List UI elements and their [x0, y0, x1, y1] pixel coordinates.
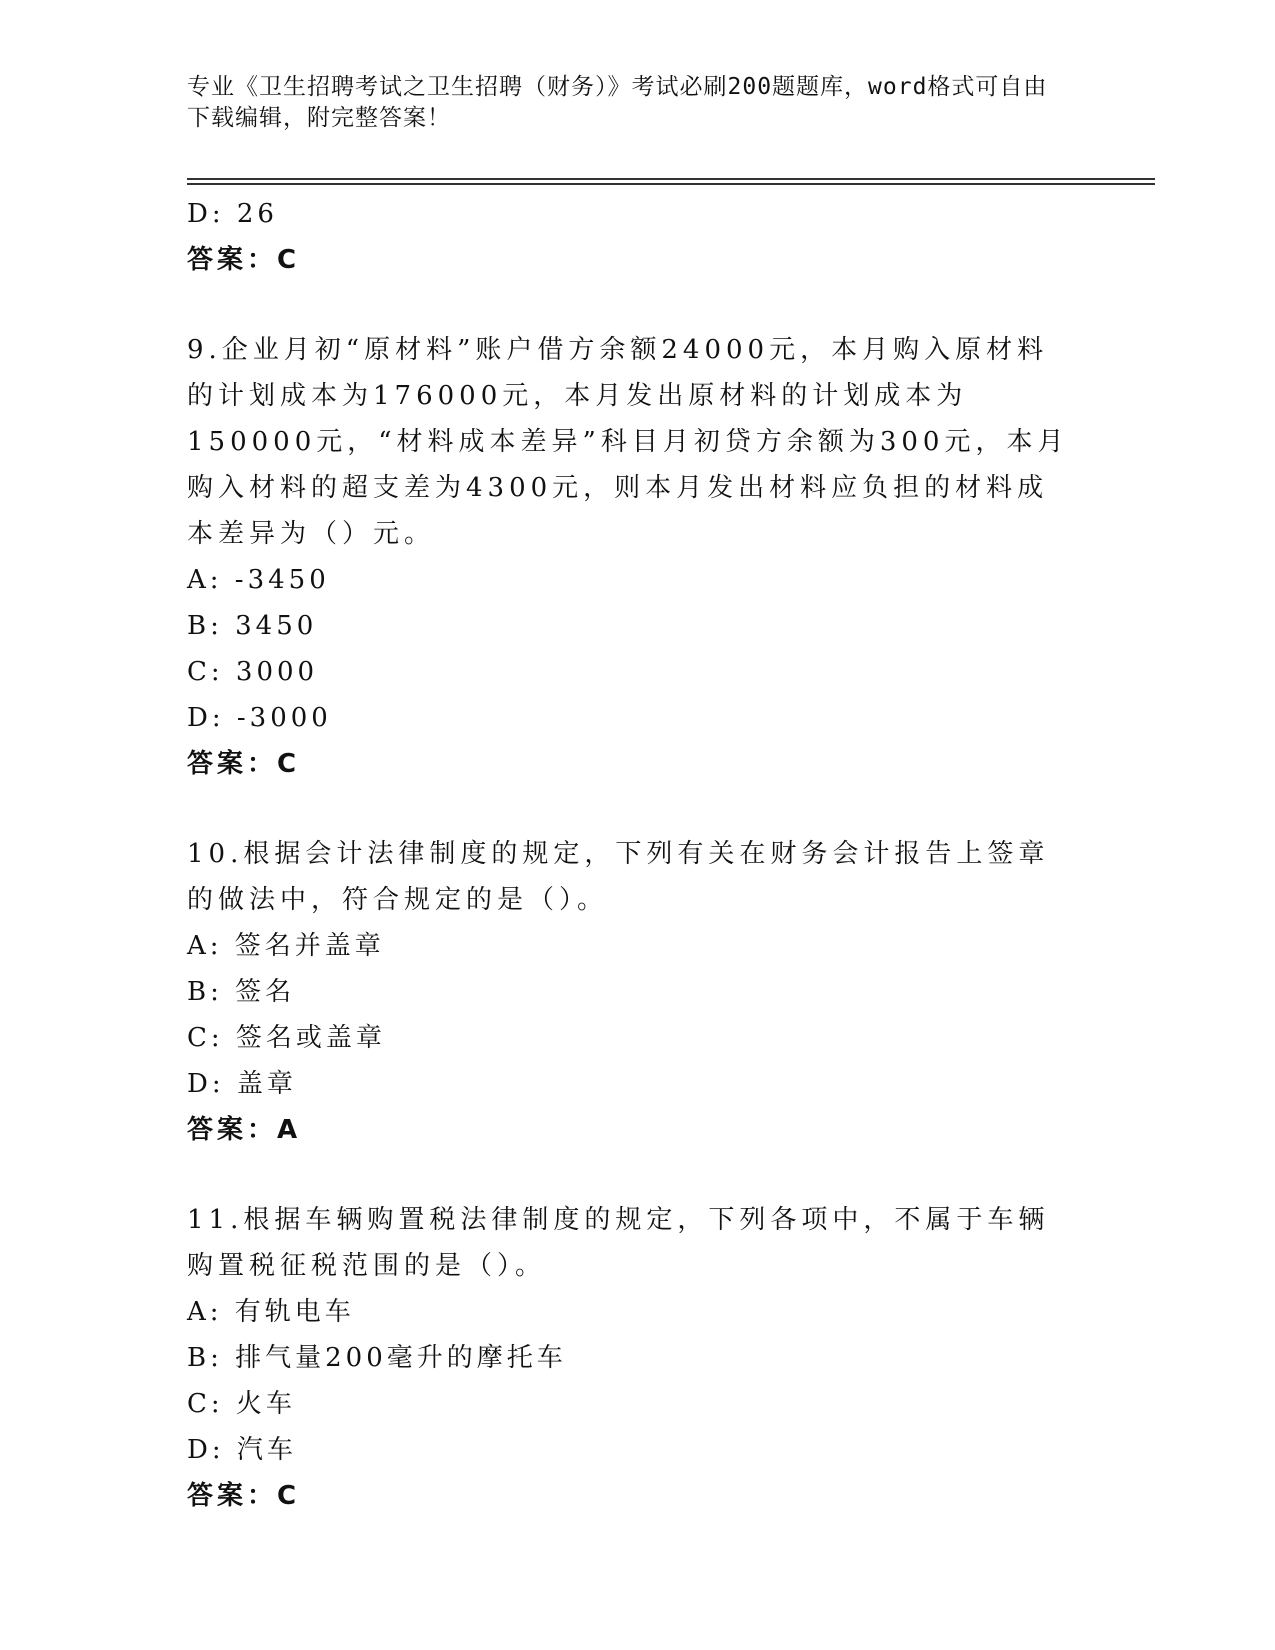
answer-line: 答案：C	[187, 749, 301, 779]
answer-line: 答案：C	[187, 245, 301, 275]
spacer	[187, 787, 1087, 831]
answer-line: 答案：C	[187, 1481, 301, 1511]
option-c: C: 火车	[187, 1389, 296, 1419]
option-b: B: 3450	[187, 611, 318, 641]
option-b: B: 签名	[187, 977, 296, 1007]
option-c: C: 3000	[187, 657, 319, 687]
option-b: B: 排气量200毫升的摩托车	[187, 1343, 567, 1373]
spacer	[187, 1153, 1087, 1197]
header-rule-top	[187, 178, 1155, 180]
spacer	[187, 283, 1087, 327]
document-header: 专业《卫生招聘考试之卫生招聘（财务）》考试必刷200题题库，word格式可自由下载编辑，附完整答案！	[187, 74, 1048, 131]
option-d: D: 盖章	[187, 1069, 297, 1099]
option-d: D: 汽车	[187, 1435, 297, 1465]
option-c: C: 签名或盖章	[187, 1023, 386, 1053]
option-a: A: -3450	[187, 565, 330, 595]
option-a: A: 有轨电车	[187, 1297, 355, 1327]
option-line: D: 26	[187, 199, 278, 229]
answer-line: 答案：A	[187, 1115, 302, 1145]
option-d: D: -3000	[187, 703, 332, 733]
question-block	[187, 327, 1087, 787]
question-text: 11.根据车辆购置税法律制度的规定，下列各项中，不属于车辆购置税征税范围的是（）。	[187, 1205, 1050, 1281]
option-a: A: 签名并盖章	[187, 931, 385, 961]
document-body	[187, 191, 1087, 1519]
question-block	[187, 831, 1087, 1153]
question-text: 10.根据会计法律制度的规定，下列有关在财务会计报告上签章的做法中，符合规定的是（）。	[187, 839, 1050, 915]
question-block	[187, 1197, 1087, 1519]
question-text: 9.企业月初“原材料”账户借方余额24000元，本月购入原材料的计划成本为176000元，本月发出原材料的计划成本为150000元，“材料成本差异”科目月初贷方余额为300元，本月购入材料的超支差为4300元，则本月发出材料应负担的材料成本差异为（）元。	[187, 335, 1069, 549]
header-rule-bottom	[187, 183, 1155, 185]
